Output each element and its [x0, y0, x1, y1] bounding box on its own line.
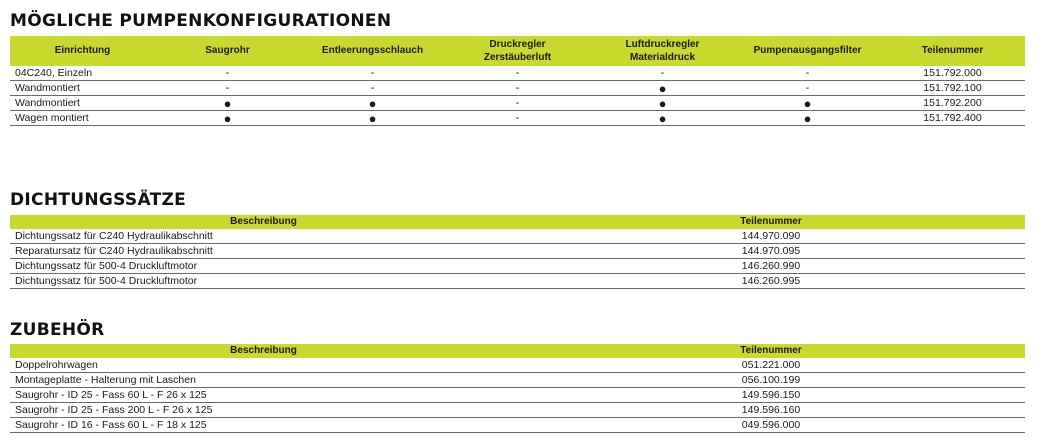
- cell-teilenummer: 051.221.000: [517, 358, 1025, 373]
- cell-beschreibung: Saugrohr - ID 25 - Fass 60 L - F 26 x 125: [10, 388, 517, 403]
- col-header-druckregler: [445, 36, 590, 66]
- cell-teilenummer: 149.596.150: [517, 388, 1025, 403]
- cell-teilenummer: 146.260.990: [517, 259, 1025, 274]
- table-row: [10, 274, 1025, 289]
- cell-saugrohr: ●: [155, 111, 300, 126]
- table-row: [10, 96, 1025, 111]
- configurations-title: MÖGLICHE PUMPENKONFIGURATIONEN: [10, 11, 392, 31]
- cell-teilenummer: 151.792.400: [880, 111, 1025, 126]
- table-row: [10, 244, 1025, 259]
- col-header-einrichtung: Einrichtung: [54, 45, 111, 56]
- cell-teilenummer: 049.596.000: [517, 418, 1025, 433]
- col-header-teilenummer: Teilenummer: [740, 345, 802, 356]
- table-row: [10, 111, 1025, 126]
- cell-einrichtung: Wandmontiert: [10, 96, 155, 111]
- table-row: [10, 229, 1025, 244]
- cell-entleerungsschlauch: -: [300, 81, 445, 96]
- col-header-teilenummer: Teilenummer: [921, 45, 984, 56]
- cell-teilenummer: 144.970.090: [517, 229, 1025, 244]
- configurations-header-row: [10, 36, 1025, 66]
- configurations-table: [10, 36, 1025, 126]
- col-header-luftdruckregler-label: Luftdruckregler Materialdruck: [625, 39, 700, 63]
- cell-beschreibung: Montageplatte - Halterung mit Laschen: [10, 373, 517, 388]
- cell-luftdruckregler: -: [590, 66, 735, 81]
- cell-druckregler: -: [445, 66, 590, 81]
- cell-saugrohr: -: [155, 66, 300, 81]
- cell-einrichtung: Wandmontiert: [10, 81, 155, 96]
- col-header-saugrohr: Saugrohr: [205, 45, 250, 56]
- seal-kits-header-row: [10, 215, 1025, 229]
- table-row: [10, 403, 1025, 418]
- col-header-teilenummer: Teilenummer: [740, 216, 802, 227]
- col-header-luftdruckregler: [590, 36, 735, 66]
- cell-druckregler: -: [445, 111, 590, 126]
- cell-entleerungsschlauch: ●: [300, 96, 445, 111]
- table-row: [10, 373, 1025, 388]
- accessories-table: [10, 344, 1025, 433]
- cell-pumpenausgangsfilter: -: [735, 66, 880, 81]
- table-row: [10, 259, 1025, 274]
- cell-beschreibung: Dichtungssatz für 500-4 Druckluftmotor: [10, 259, 517, 274]
- seal-kits-table: [10, 215, 1025, 289]
- cell-teilenummer: 151.792.200: [880, 96, 1025, 111]
- cell-pumpenausgangsfilter: ●: [735, 111, 880, 126]
- cell-beschreibung: Dichtungssatz für C240 Hydraulikabschnitt: [10, 229, 517, 244]
- cell-einrichtung: Wagen montiert: [10, 111, 155, 126]
- col-header-druckregler-label: Druckregler Zerstäuberluft: [483, 39, 552, 63]
- cell-luftdruckregler: ●: [590, 96, 735, 111]
- cell-luftdruckregler: ●: [590, 111, 735, 126]
- cell-beschreibung: Saugrohr - ID 16 - Fass 60 L - F 18 x 125: [10, 418, 517, 433]
- cell-beschreibung: Saugrohr - ID 25 - Fass 200 L - F 26 x 125: [10, 403, 517, 418]
- cell-einrichtung: 04C240, Einzeln: [10, 66, 155, 81]
- cell-teilenummer: 151.792.000: [880, 66, 1025, 81]
- cell-teilenummer: 146.260.995: [517, 274, 1025, 289]
- col-header-beschreibung: Beschreibung: [230, 216, 297, 227]
- cell-pumpenausgangsfilter: -: [735, 81, 880, 96]
- cell-entleerungsschlauch: ●: [300, 111, 445, 126]
- cell-beschreibung: Doppelrohrwagen: [10, 358, 517, 373]
- table-row: [10, 66, 1025, 81]
- cell-teilenummer: 149.596.160: [517, 403, 1025, 418]
- cell-druckregler: -: [445, 96, 590, 111]
- seal-kits-title: DICHTUNGSSÄTZE: [10, 190, 187, 210]
- cell-pumpenausgangsfilter: ●: [735, 96, 880, 111]
- cell-teilenummer: 151.792.100: [880, 81, 1025, 96]
- col-header-beschreibung: Beschreibung: [230, 345, 297, 356]
- accessories-header-row: [10, 344, 1025, 358]
- cell-teilenummer: 144.970.095: [517, 244, 1025, 259]
- cell-teilenummer: 056.100.199: [517, 373, 1025, 388]
- table-row: [10, 388, 1025, 403]
- cell-luftdruckregler: ●: [590, 81, 735, 96]
- cell-beschreibung: Reparatursatz für C240 Hydraulikabschnitt: [10, 244, 517, 259]
- cell-saugrohr: ●: [155, 96, 300, 111]
- cell-saugrohr: -: [155, 81, 300, 96]
- table-row: [10, 418, 1025, 433]
- cell-entleerungsschlauch: -: [300, 66, 445, 81]
- col-header-pumpenausgangsfilter: Pumpenausgangsfilter: [753, 45, 862, 56]
- table-row: [10, 81, 1025, 96]
- col-header-entleerungsschlauch: Entleerungsschlauch: [321, 45, 424, 56]
- cell-druckregler: -: [445, 81, 590, 96]
- table-row: [10, 358, 1025, 373]
- accessories-title: ZUBEHÖR: [10, 320, 105, 340]
- cell-beschreibung: Dichtungssatz für 500-4 Druckluftmotor: [10, 274, 517, 289]
